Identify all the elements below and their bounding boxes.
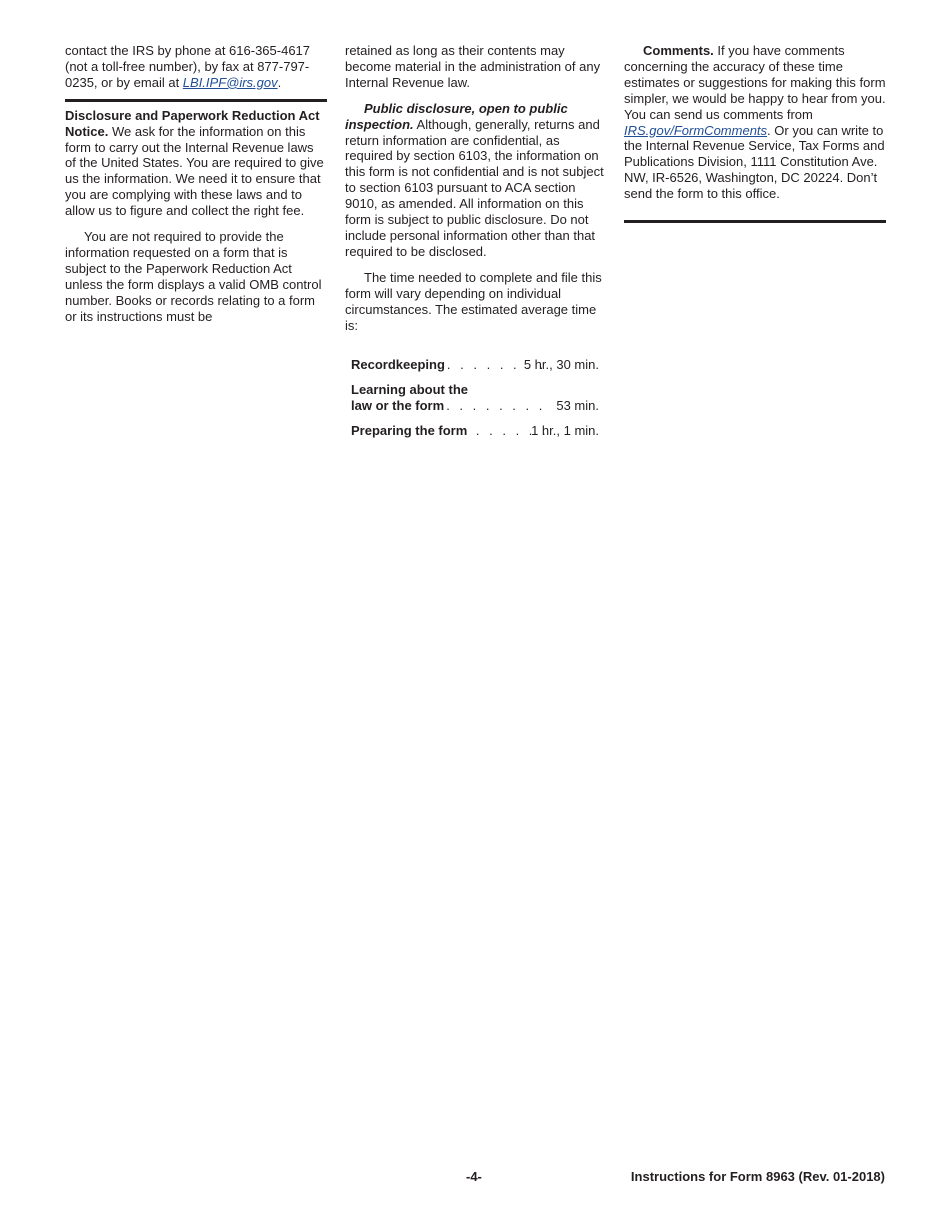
row-label: Learning about the — [351, 382, 468, 398]
table-row: Recordkeeping . . . . . . . . 5 hr., 30 min. — [351, 357, 605, 373]
row-label: Recordkeeping — [351, 357, 445, 373]
comments-paragraph: Comments. If you have comments concerning the accuracy of these time estimates or suggestions for making this form simpler, we would be happy to hear from you. You can send us comments from IRS.gov/FormComments. Or you can write to the Internal Revenue Service, Tax Forms and Publications Division, 1111 Constitution Ave. NW, IR-6526, Washington, DC 20224. Don’t send the form to this office. — [624, 43, 886, 202]
end-rule — [624, 220, 886, 223]
form-comments-link[interactable]: IRS.gov/FormComments — [624, 122, 768, 138]
row-label-cont: law or the form — [351, 398, 445, 414]
column-right — [624, 43, 886, 223]
row-label: Preparing the form — [351, 423, 468, 439]
column-left — [65, 43, 327, 325]
time-estimate-paragraph: The time needed to complete and file this form will vary depending on individual circumstances. The estimated average time is: — [345, 269, 602, 333]
row-value: 5 hr., 30 min. — [523, 357, 599, 373]
public-disclosure-paragraph: Public disclosure, open to public inspection. Although, generally, returns and return information are confidential, as required by section 6103, the information on this form is not confidential and is not subject to section 6103 pursuant to ACA section 9010, as amended. All information on this form is subject to public disclosure. Do not include personal information other than that required to be disclosed. — [345, 100, 604, 259]
footer-title: Instructions for Form 8963 (Rev. 01-2018) — [630, 1169, 885, 1184]
contact-paragraph: contact the IRS by phone at 616-365-4617 (not a toll-free number), by fax at 877-797-0235, or by email at LBI.IPF@irs.gov. — [65, 43, 311, 90]
retention-paragraph: retained as long as their contents may become material in the administration of any Internal Revenue law. — [345, 43, 601, 90]
section-divider — [65, 99, 327, 219]
email-link[interactable]: LBI.IPF@irs.gov — [182, 74, 278, 90]
comments-heading: Comments. — [643, 43, 714, 58]
row-value: 53 min. — [556, 398, 599, 414]
page-number: -4- — [466, 1169, 482, 1184]
table-row: Learning about the law or the form . . . . . . . . 53 min. — [351, 382, 605, 414]
omb-paragraph: You are not required to provide the information requested on a form that is subject to the Paperwork Reduction Act unless the form displays a valid OMB control number. Books or records relating to a form or its instructions must be — [65, 229, 322, 324]
disclosure-paragraph: Disclosure and Paperwork Reduction Act Notice. We ask for the information on this form to carry out the Internal Revenue laws of the United States. You are required to give us the information. We need it to ensure that you are complying with these laws and to allow us to figure and collect the right fee. — [65, 107, 324, 219]
row-value: 1 hr., 1 min. — [531, 423, 599, 439]
disclosure-heading: Disclosure and Paperwork Reduction Act Notice. — [65, 107, 320, 139]
column-middle — [345, 43, 605, 448]
table-row: Preparing the form . . . . . . 1 hr., 1 min. — [351, 423, 605, 439]
time-estimate-table — [345, 357, 605, 439]
public-disclosure-heading: Public disclosure, open to public inspection. — [345, 100, 568, 132]
